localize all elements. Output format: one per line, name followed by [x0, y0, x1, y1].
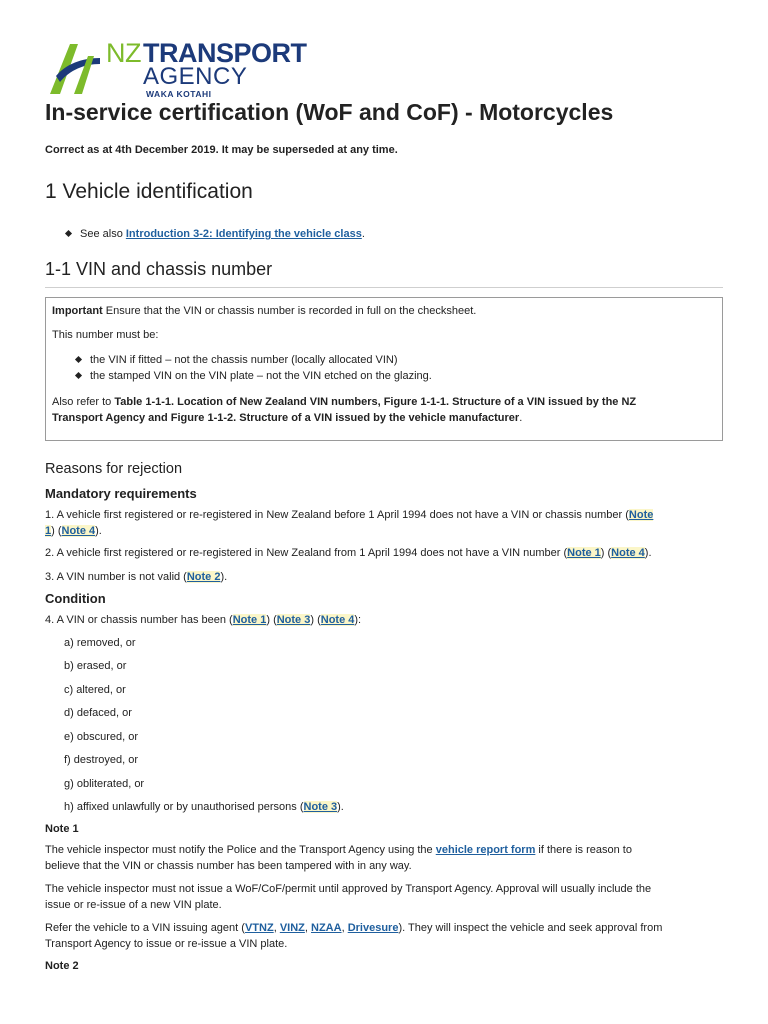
also-refer-line2	[52, 410, 522, 426]
box-bullet-item	[76, 368, 432, 384]
bullet-icon	[75, 372, 82, 379]
note1-link[interactable]: Note 1	[567, 547, 601, 559]
section-heading-vehicle-identification: 1 Vehicle identification	[45, 180, 253, 203]
item1-text: 1. A vehicle first registered or re-registered in New Zealand before 1 April 1994 does not have a VIN or chassis number (	[45, 509, 629, 521]
rejection-item-3: 3. A VIN number is not valid (Note 2).	[45, 571, 228, 583]
see-also-prefix: See also	[80, 228, 126, 240]
condition-item: c) altered, or	[64, 684, 126, 696]
note1-para1-line1	[45, 842, 723, 858]
vehicle-report-form-link[interactable]: vehicle report form	[435, 844, 536, 856]
condition-item-h	[64, 799, 742, 815]
identifying-vehicle-class-link[interactable]: Introduction 3-2: Identifying the vehicle class	[125, 228, 362, 240]
logo-transport-text: TRANSPORT	[143, 38, 307, 68]
vtnz-link[interactable]: VTNZ	[244, 922, 274, 934]
note4-link[interactable]: Note 4	[611, 547, 645, 559]
note1-link[interactable]: Note	[628, 509, 654, 521]
condition-item: e) obscured, or	[64, 731, 138, 743]
condition-heading: Condition	[45, 591, 106, 606]
item2-text: 2. A vehicle first registered or re-registered in New Zealand from 1 April 1994 does not have a VIN number (	[45, 547, 568, 559]
bullet-icon	[65, 230, 72, 237]
note1-para2-line1: The vehicle inspector must not issue a WoF/CoF/permit until approved by Transport Agency. Approval will usually include the	[45, 883, 652, 895]
reasons-for-rejection-heading: Reasons for rejection	[45, 461, 183, 477]
important-label: Important	[52, 305, 103, 317]
note4-link[interactable]: Note 4	[61, 525, 96, 537]
page-title: In-service certification (WoF and CoF) - Motorcycles	[45, 99, 614, 125]
mandatory-requirements-heading: Mandatory requirements	[45, 486, 197, 501]
nzaa-link[interactable]: NZAA	[311, 922, 342, 934]
note1-para1-line2: believe that the VIN or chassis number has been tampered with in any way.	[45, 860, 412, 872]
box-bullet-item	[76, 352, 398, 368]
note1-para3-line2: Transport Agency to issue or re-issue a VIN plate.	[45, 938, 288, 950]
logo-agency-text: AGENCY	[143, 63, 248, 90]
note2-heading: Note 2	[45, 960, 79, 972]
rejection-item-1-cont: 1) (Note 4).	[45, 525, 102, 537]
logo-swoosh-icon	[48, 36, 108, 98]
cond-h-suffix: ).	[337, 801, 344, 813]
divider	[45, 287, 723, 288]
note1-p1a: The vehicle inspector must notify the Police and the Transport Agency using the	[45, 844, 436, 856]
note2-link[interactable]: Note 2	[186, 571, 221, 583]
item3-text: 3. A VIN number is not valid (	[45, 571, 187, 583]
refer-bold-2: Transport Agency and Figure 1-1-2. Structure of a VIN issued by the vehicle manufacturer	[52, 412, 520, 424]
note4-link[interactable]: Note 4	[320, 614, 355, 626]
note1-p3b: ). They will inspect the vehicle and seek approval from	[398, 922, 663, 934]
important-line	[52, 303, 476, 319]
correct-as-notice: Correct as at 4th December 2019. It may be superseded at any time.	[45, 144, 398, 156]
note1-link[interactable]: Note 1	[232, 614, 267, 626]
important-box	[45, 297, 723, 441]
condition-item: d) defaced, or	[64, 707, 132, 719]
condition-item: a) removed, or	[64, 637, 136, 649]
logo-nz-text: NZ	[106, 38, 141, 68]
important-text: Ensure that the VIN or chassis number is recorded in full on the checksheet.	[102, 305, 477, 317]
drivesure-link[interactable]: Drivesure	[347, 922, 399, 934]
vinz-link[interactable]: VINZ	[279, 922, 305, 934]
rejection-item-1	[45, 507, 723, 523]
box-bullet-text: the stamped VIN on the VIN plate – not the VIN etched on the glazing.	[90, 370, 432, 382]
item4-text: 4. A VIN or chassis number has been (	[45, 614, 233, 626]
note1-para3-line1: Refer the vehicle to a VIN issuing agent (VTNZ, VINZ, NZAA, Drivesure). They will inspect the vehicle and seek approval from	[45, 922, 663, 934]
also-refer-line1	[52, 394, 636, 410]
see-also-item	[66, 228, 365, 240]
cond-h-text: h) affixed unlawfully or by unauthorised persons (	[64, 801, 304, 813]
refer-prefix: Also refer to	[52, 396, 115, 408]
rejection-item-2: 2. A vehicle first registered or re-registered in New Zealand from 1 April 1994 does not have a VIN number (Note 1) (Note 4).	[45, 547, 652, 559]
note1-para2-line2: issue or re-issue of a new VIN plate.	[45, 899, 222, 911]
refer-suffix: .	[519, 412, 523, 424]
note1-heading: Note 1	[45, 823, 79, 835]
note1-p1b: if there is reason to	[535, 844, 632, 856]
condition-item: b) erased, or	[64, 660, 127, 672]
box-bullet-text: the VIN if fitted – not the chassis number (locally allocated VIN)	[90, 354, 398, 366]
refer-bold-1: Table 1-1-1. Location of New Zealand VIN numbers, Figure 1-1-1. Structure of a VIN issued by the NZ	[114, 396, 637, 408]
note3-link[interactable]: Note 3	[276, 614, 311, 626]
condition-item: g) obliterated, or	[64, 778, 145, 790]
nzta-logo	[48, 36, 308, 102]
rejection-item-4: 4. A VIN or chassis number has been (Note 1) (Note 3) (Note 4):	[45, 614, 362, 626]
see-also-suffix: .	[361, 228, 365, 240]
note3-link[interactable]: Note 3	[303, 801, 338, 813]
must-be-text: This number must be:	[52, 329, 159, 341]
condition-item: f) destroyed, or	[64, 754, 138, 766]
logo-waka-text: WAKA KOTAHI	[146, 89, 212, 99]
note1-link[interactable]: 1	[45, 525, 52, 537]
bullet-icon	[75, 356, 82, 363]
subsection-heading-vin: 1-1 VIN and chassis number	[45, 259, 273, 279]
note1-p3a: Refer the vehicle to a VIN issuing agent (	[45, 922, 245, 934]
